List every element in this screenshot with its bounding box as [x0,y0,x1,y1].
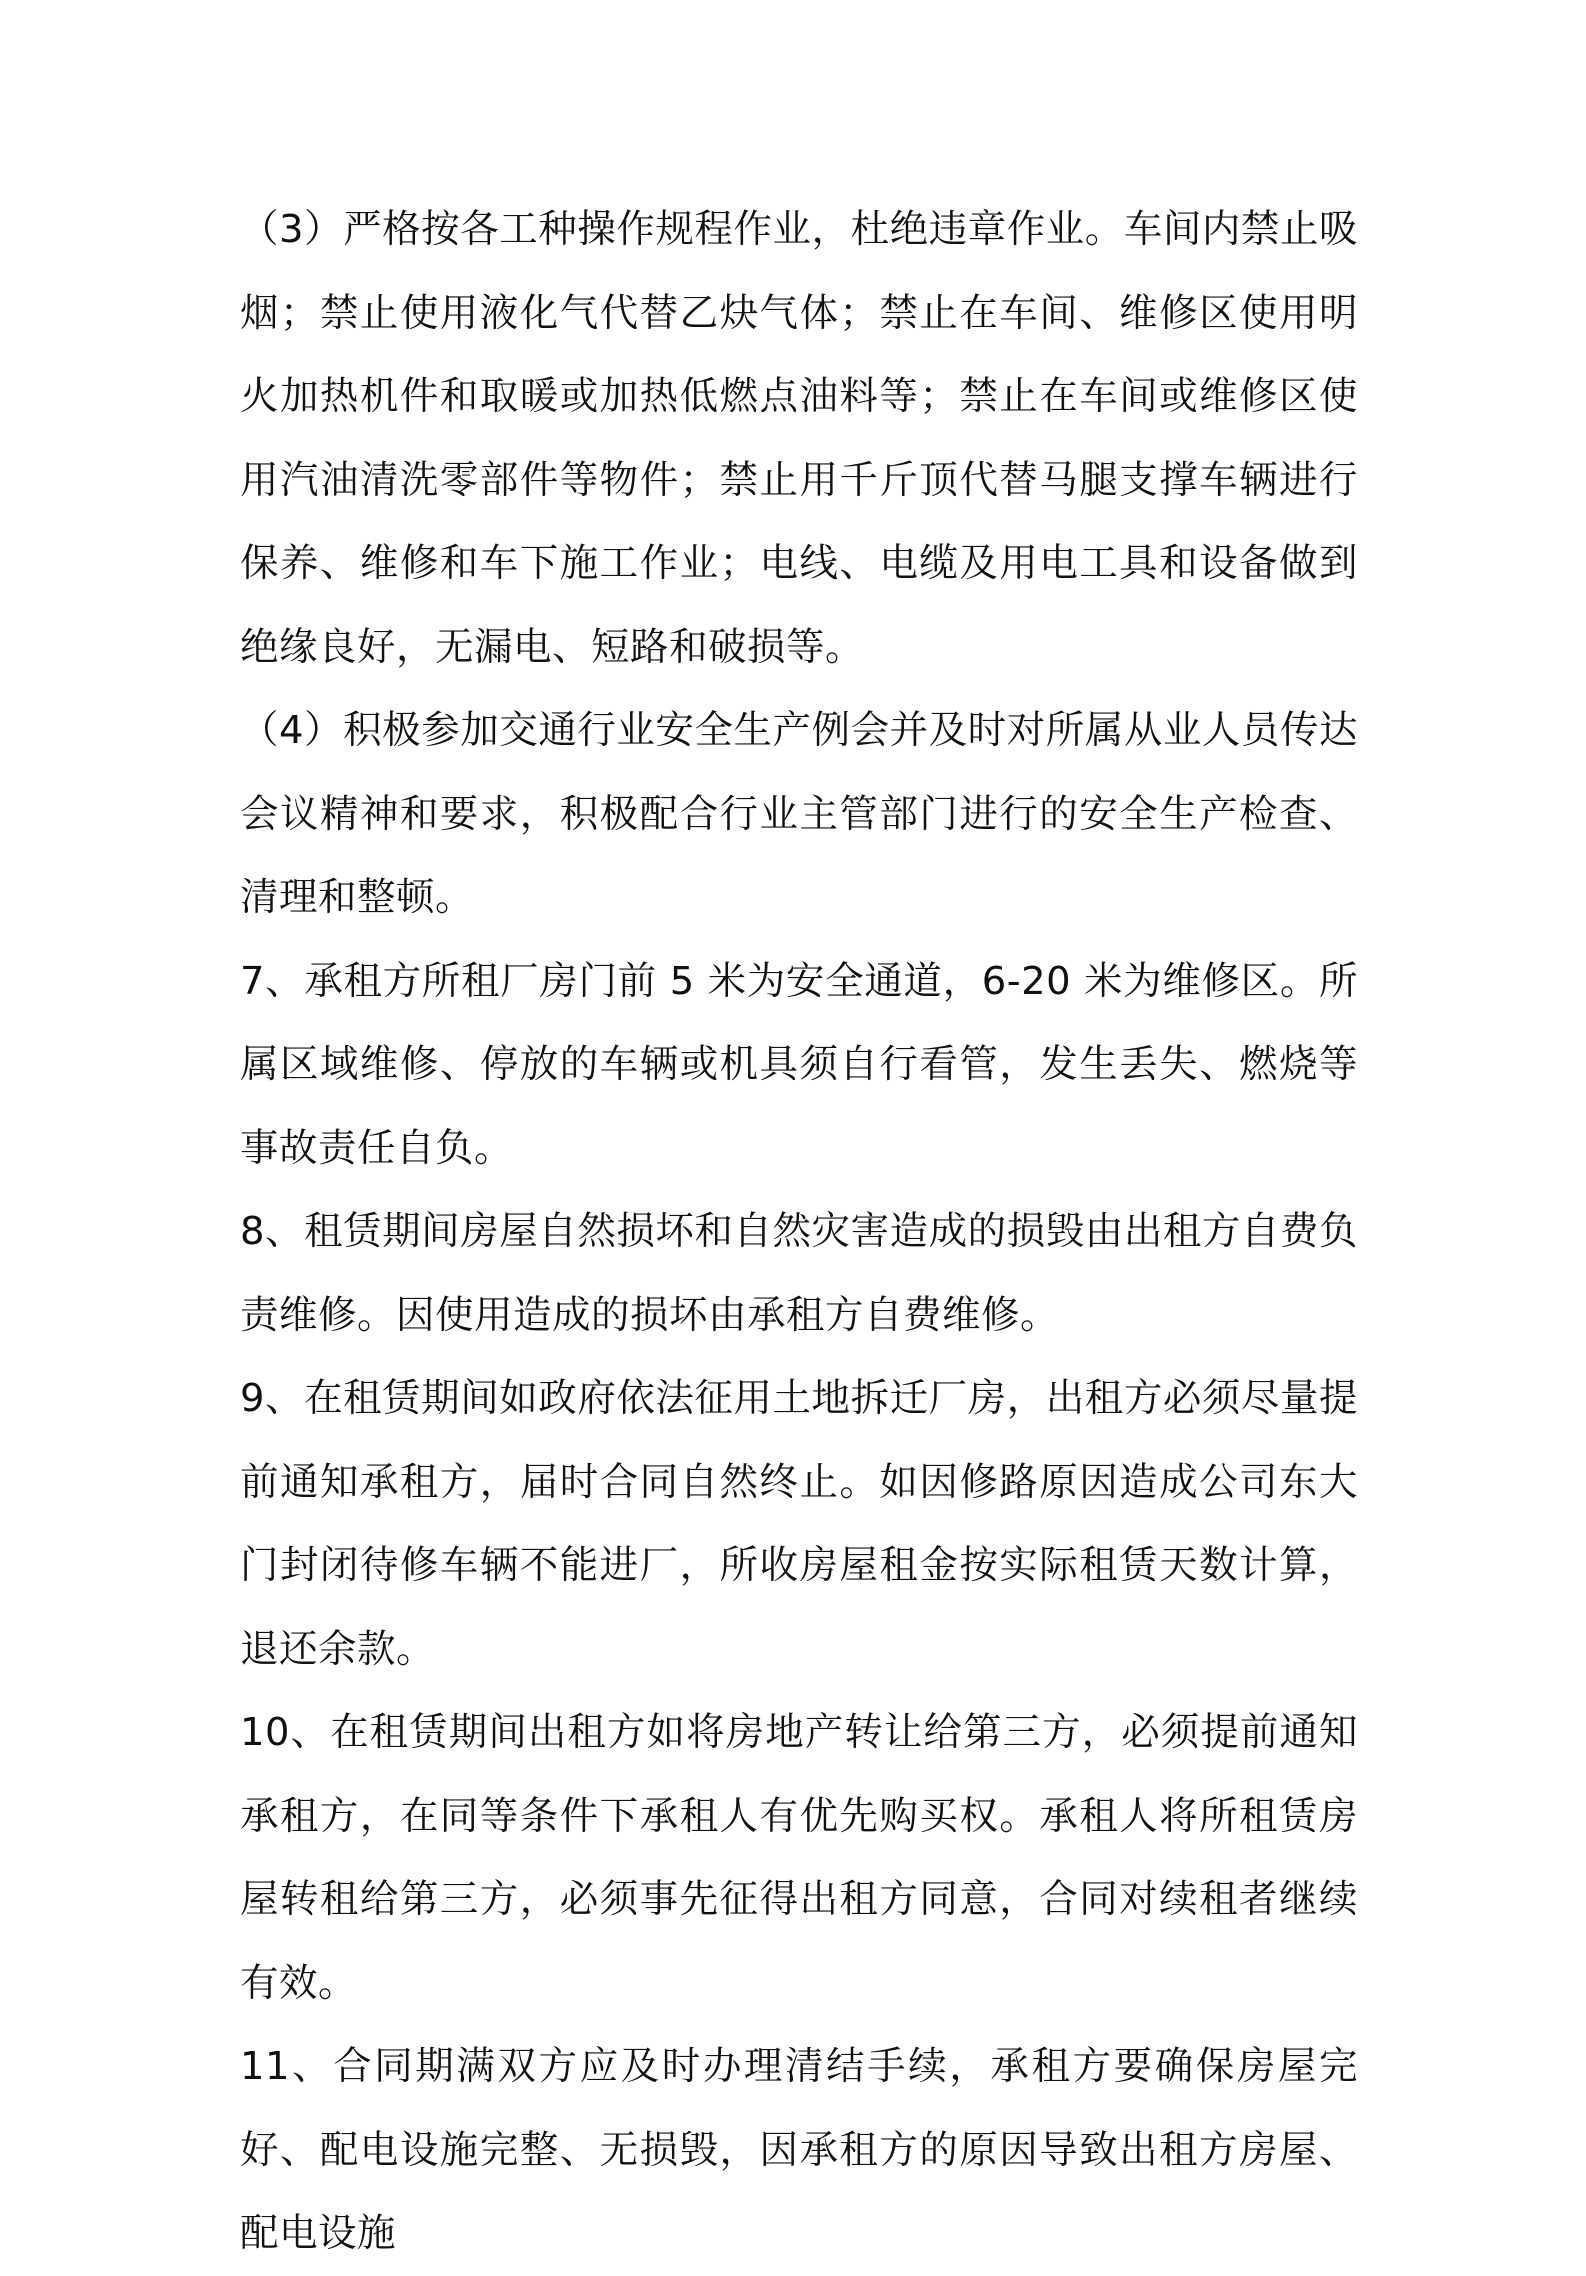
paragraph-clause-11: 11、合同期满双方应及时办理清结手续，承租方要确保房屋完好、配电设施完整、无损毁，因承租方的原因导致出租方房屋、配电设施 [240,2044,1358,2256]
paragraph-safety-rules: （3）严格按各工种操作规程作业，杜绝违章作业。车间内禁止吸烟；禁止使用液化气代替乙炔气体；禁止在车间、维修区使用明火加热机件和取暖或加热低燃点油料等；禁止在车间或维修区使用汽油清洗零部件等物件；禁止用千斤顶代替马腿支撑车辆进行保养、维修和车下施工作业；电线、电缆及用电工具和设备做到绝缘良好，无漏电、短路和破损等。 [240,207,1358,670]
paragraph-clause-7: 7、承租方所租厂房门前 5 米为安全通道，6-20 米为维修区。所属区域维修、停放的车辆或机具须自行看管，发生丢失、燃烧等事故责任自负。 [240,958,1358,1171]
document-body [240,188,1358,2276]
paragraph-clause-9: 9、在租赁期间如政府依法征用土地拆迁厂房，出租方必须尽量提前通知承租方，届时合同自然终止。如因修路原因造成公司东大门封闭待修车辆不能进厂，所收房屋租金按实际租赁天数计算，退还余款。 [240,1376,1358,1672]
paragraph-safety-meetings: （4）积极参加交通行业安全生产例会并及时对所属从业人员传达会议精神和要求，积极配合行业主管部门进行的安全生产检查、清理和整顿。 [240,708,1358,920]
paragraph-clause-8: 8、租赁期间房屋自然损坏和自然灾害造成的损毁由出租方自费负责维修。因使用造成的损坏由承租方自费维修。 [240,1209,1358,1338]
paragraph-clause-10: 10、在租赁期间出租方如将房地产转让给第三方，必须提前通知承租方，在同等条件下承租人有优先购买权。承租人将所租赁房屋转租给第三方，必须事先征得出租方同意，合同对续租者继续有效。 [240,1710,1358,2006]
